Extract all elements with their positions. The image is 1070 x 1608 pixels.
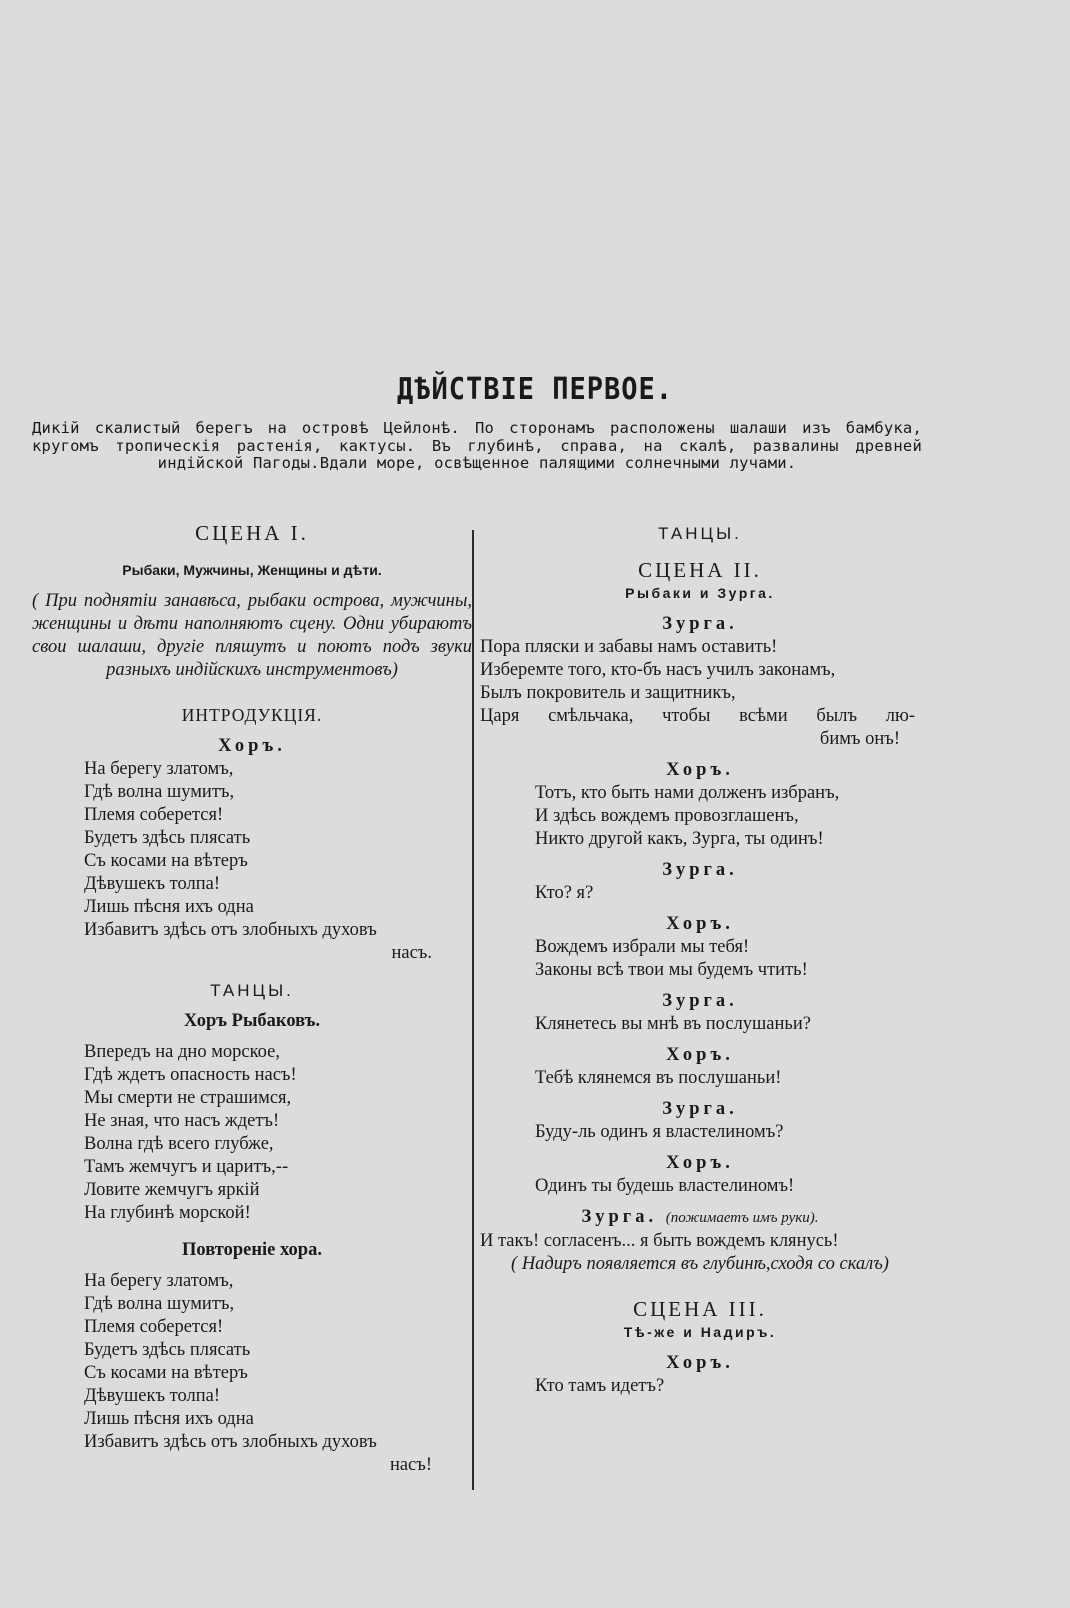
verse-line: Вождемъ избрали мы тебя! <box>535 937 750 957</box>
verse-line: Съ косами на вѣтеръ <box>84 1363 248 1383</box>
verse-line: Клянетесь вы мнѣ въ послушаньи? <box>535 1014 811 1034</box>
repeat-chorus-heading: Повтореніе хора. <box>182 1240 322 1260</box>
verse-line: На глубинѣ морской! <box>84 1203 251 1223</box>
verse-line: Царя смѣльчака, чтобы всѣми былъ лю- <box>480 706 915 726</box>
chorus-verse <box>480 782 920 851</box>
verse-line: Былъ покровитель и защитникъ, <box>480 683 736 703</box>
verse-line: Тамъ жемчугъ и царитъ,-- <box>84 1157 289 1177</box>
verse-line: Гдѣ волна шумитъ, <box>84 782 235 802</box>
verse-line: Изберемте того, кто-бъ насъ училъ законамъ, <box>480 660 836 680</box>
verse-line: Буду-ль одинъ я властелиномъ? <box>535 1122 784 1142</box>
speaker-chorus: Хоръ. <box>666 760 734 780</box>
verse-line: Мы смерти не страшимся, <box>84 1088 292 1108</box>
verse-line: Будетъ здѣсь плясать <box>84 1340 251 1360</box>
verse-line: Избавитъ здѣсь отъ злобныхъ духовъ <box>84 920 377 940</box>
speaker-zurga: Зурга. <box>662 991 738 1011</box>
fishers-verse <box>32 1041 472 1225</box>
verse-line-end: насъ! <box>389 1455 432 1475</box>
zurga-verse <box>480 636 920 751</box>
speaker-chorus: Хоръ. <box>666 1045 734 1065</box>
scene-2-cast: Рыбаки и Зурга. <box>625 585 775 601</box>
verse-line: Избавитъ здѣсь отъ злобныхъ духовъ <box>84 1432 377 1452</box>
setting-description: Дикій скалистый берегъ на островѣ Цейлонѣ. По сторонамъ расположены шалаши изъ бамбука, кругомъ тропическія растенія, кактусы. Въ глубинѣ, справа, на скалѣ, развалины древней индійской Пагоды.Вдали море, освѣщенное палящими солнечными лучами. <box>32 419 922 472</box>
chorus-verse <box>480 936 920 982</box>
dances-heading: ТАНЦЫ. <box>658 524 742 543</box>
verse-line-end: бимъ онъ! <box>819 729 900 749</box>
scene-1-cast: Рыбаки, Мужчины, Женщины и дѣти. <box>122 562 382 578</box>
verse-line: Дѣвушекъ толпа! <box>84 1386 221 1406</box>
chorus-verse <box>32 758 472 965</box>
verse-line: И такъ! согласенъ... я быть вождемъ клянусь! <box>480 1231 839 1251</box>
verse-line: Не зная, что насъ ждетъ! <box>84 1111 280 1131</box>
speaker-chorus: Хоръ. <box>666 1153 734 1173</box>
introduction-heading: ИНТРОДУКЦІЯ. <box>181 705 323 725</box>
verse-line: Одинъ ты будешь властелиномъ! <box>535 1176 795 1196</box>
speaker-chorus: Хоръ. <box>666 1353 734 1373</box>
verse-line: Будетъ здѣсь плясать <box>84 828 251 848</box>
verse-line-end: насъ. <box>391 943 432 963</box>
repeat-verse <box>32 1270 472 1477</box>
verse-line: Племя соберется! <box>84 805 224 825</box>
speaker-zurga: Зурга. <box>662 614 738 634</box>
speaker-name: Зурга. <box>581 1207 658 1227</box>
verse-line: Кто тамъ идетъ? <box>535 1376 665 1396</box>
dances-heading: ТАНЦЫ. <box>210 981 294 1000</box>
speaker-chorus: Хоръ. <box>666 914 734 934</box>
verse-line: Дѣвушекъ толпа! <box>84 874 221 894</box>
verse-line: На берегу златомъ, <box>84 759 234 779</box>
stage-action: (пожимаетъ имъ руки). <box>665 1210 819 1226</box>
verse-line: Ловите жемчугъ яркій <box>84 1180 260 1200</box>
verse-line: Законы всѣ твои мы будемъ чтить! <box>535 960 808 980</box>
scene-3-heading: СЦЕНА III. <box>633 1297 767 1321</box>
act-title: ДѢЙСТВІЕ ПЕРВОЕ. <box>396 372 674 407</box>
stage-direction: ( При поднятіи занавѣса, рыбаки острова, мужчины, женщины и дѣти наполняютъ сцену. Одни убираютъ свои шалаши, другіе пляшутъ и поютъ подъ звуки разныхъ индійскихъ инструментовъ) <box>32 591 472 680</box>
scene-2-heading: СЦЕНА II. <box>638 558 762 582</box>
verse-line: Волна гдѣ всего глубже, <box>84 1134 274 1154</box>
speaker-zurga: Зурга. <box>662 860 738 880</box>
verse-line: Тебѣ клянемся въ послушаньи! <box>535 1068 782 1088</box>
verse-line: Гдѣ волна шумитъ, <box>84 1294 235 1314</box>
stage-direction: ( Надиръ появляется въ глубинѣ,сходя со скалъ) <box>511 1254 889 1274</box>
verse-line: Племя соберется! <box>84 1317 224 1337</box>
column-divider <box>472 530 474 1490</box>
verse-line: Впередъ на дно морское, <box>84 1042 280 1062</box>
verse-line: Никто другой какъ, Зурга, ты одинъ! <box>535 829 824 849</box>
speaker-zurga-action <box>480 1206 920 1230</box>
verse-line: Пора пляски и забавы намъ оставить! <box>480 637 778 657</box>
verse-line: Кто? я? <box>535 883 594 903</box>
speaker-zurga: Зурга. <box>662 1099 738 1119</box>
scene-3-cast: Тѣ-же и Надиръ. <box>623 1324 777 1340</box>
speaker-chorus: Хоръ. <box>218 736 286 756</box>
verse-line: И здѣсь вождемъ провозглашенъ, <box>535 806 799 826</box>
right-column <box>480 522 920 1398</box>
verse-line: Лишь пѣсня ихъ одна <box>84 897 254 917</box>
verse-line: Тотъ, кто быть нами долженъ избранъ, <box>535 783 840 803</box>
verse-line: Лишь пѣсня ихъ одна <box>84 1409 254 1429</box>
speaker-fishers-chorus: Хоръ Рыбаковъ. <box>183 1011 321 1031</box>
verse-line: Съ косами на вѣтеръ <box>84 851 248 871</box>
left-column <box>32 522 472 1477</box>
verse-line: Гдѣ ждетъ опасность насъ! <box>84 1065 297 1085</box>
scene-1-heading: СЦЕНА I. <box>195 521 309 545</box>
verse-line: На берегу златомъ, <box>84 1271 234 1291</box>
